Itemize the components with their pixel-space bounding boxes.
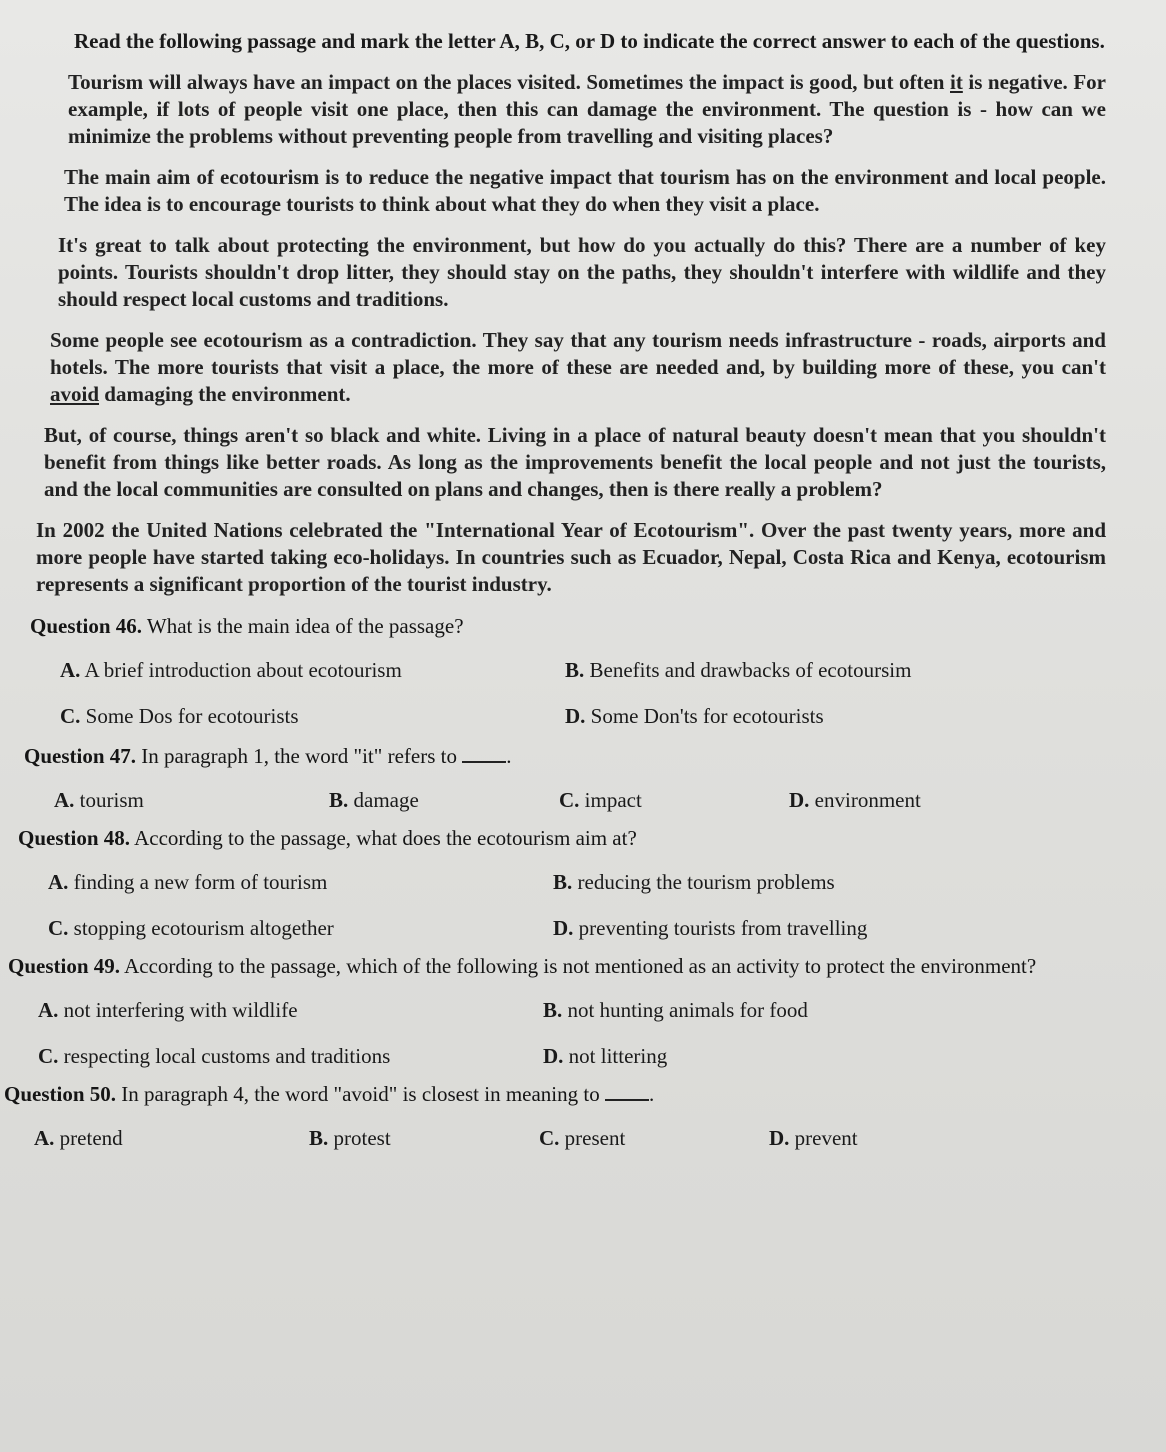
question-49-stem: Question 49. According to the passage, which of the following is not mentioned as an activity to protect the environment? bbox=[8, 954, 1037, 978]
paragraph-4: Some people see ecotourism as a contradiction. They say that any tourism needs infrastructure - roads, airports and hotels. The more tourists that visit a place, the more of these are needed and, by building more of these, you can't avoid damaging the environment. bbox=[50, 328, 1106, 406]
option-50-c[interactable]: C. present bbox=[539, 1126, 626, 1150]
question-46-stem: Question 46. What is the main idea of the passage? bbox=[30, 614, 464, 638]
option-49-d[interactable]: D. not littering bbox=[543, 1044, 668, 1068]
option-46-c[interactable]: C. Some Dos for ecotourists bbox=[60, 704, 299, 728]
question-46-options bbox=[60, 656, 1106, 730]
option-48-c[interactable]: C. stopping ecotourism altogether bbox=[48, 916, 334, 940]
option-50-b[interactable]: B. protest bbox=[309, 1126, 391, 1150]
instruction: Read the following passage and mark the letter A, B, C, or D to indicate the correct answer to each of the questions. bbox=[74, 29, 1105, 53]
question-48-stem: Question 48. According to the passage, what does the ecotourism aim at? bbox=[18, 826, 637, 850]
option-49-c[interactable]: C. respecting local customs and traditions bbox=[38, 1044, 391, 1068]
question-50-options bbox=[34, 1124, 1106, 1152]
question-50 bbox=[4, 1080, 1106, 1152]
answer-blank bbox=[605, 1081, 649, 1101]
paragraph-5: But, of course, things aren't so black and white. Living in a place of natural beauty doesn't mean that you shouldn't benefit from things like better roads. As long as the improvements benefit the local people and not just the tourists, and the local communities are consulted on plans and changes, then is there really a problem? bbox=[44, 423, 1106, 501]
option-47-c[interactable]: C. impact bbox=[559, 788, 642, 812]
option-47-a[interactable]: A. tourism bbox=[54, 788, 144, 812]
option-47-d[interactable]: D. environment bbox=[789, 788, 921, 812]
question-48-options bbox=[48, 868, 1106, 942]
option-46-d[interactable]: D. Some Don'ts for ecotourists bbox=[565, 704, 824, 728]
paragraph-1: Tourism will always have an impact on the places visited. Sometimes the impact is good, but often it is negative. For example, if lots of people visit one place, then this can damage the environment. The question is - how can we minimize the problems without preventing people from travelling and visiting places? bbox=[68, 70, 1106, 148]
underlined-avoid: avoid bbox=[50, 382, 100, 406]
paragraph-3: It's great to talk about protecting the environment, but how do you actually do this? There are a number of key points. Tourists shouldn't drop litter, they should stay on the paths, they shouldn't interfere with wildlife and they should respect local customs and traditions. bbox=[58, 233, 1106, 311]
option-46-b[interactable]: B. Benefits and drawbacks of ecotoursim bbox=[565, 658, 912, 682]
option-50-d[interactable]: D. prevent bbox=[769, 1126, 858, 1150]
paragraph-6: In 2002 the United Nations celebrated the "International Year of Ecotourism". Over the past twenty years, more and more people have started taking eco-holidays. In countries such as Ecuador, Nepal, Costa Rica and Kenya, ecotourism represents a significant proportion of the tourist industry. bbox=[36, 518, 1106, 596]
option-50-a[interactable]: A. pretend bbox=[34, 1126, 123, 1150]
option-46-a[interactable]: A. A brief introduction about ecotourism bbox=[60, 658, 402, 682]
option-48-d[interactable]: D. preventing tourists from travelling bbox=[553, 916, 868, 940]
underlined-it: it bbox=[950, 70, 963, 94]
question-49-options bbox=[38, 996, 1106, 1070]
option-48-b[interactable]: B. reducing the tourism problems bbox=[553, 870, 835, 894]
option-49-a[interactable]: A. not interfering with wildlife bbox=[38, 998, 298, 1022]
option-48-a[interactable]: A. finding a new form of tourism bbox=[48, 870, 328, 894]
question-46 bbox=[30, 612, 1106, 730]
question-50-stem: Question 50. In paragraph 4, the word "avoid" is closest in meaning to . bbox=[4, 1082, 655, 1106]
option-47-b[interactable]: B. damage bbox=[329, 788, 419, 812]
question-47-options bbox=[54, 786, 1106, 814]
question-47-stem: Question 47. In paragraph 1, the word "it" refers to . bbox=[24, 744, 512, 768]
question-47 bbox=[24, 742, 1106, 814]
paragraph-2: The main aim of ecotourism is to reduce the negative impact that tourism has on the environment and local people. The idea is to encourage tourists to think about what they do when they visit a place. bbox=[64, 165, 1106, 216]
question-49 bbox=[8, 952, 1106, 1070]
answer-blank bbox=[462, 743, 506, 763]
option-49-b[interactable]: B. not hunting animals for food bbox=[543, 998, 808, 1022]
question-48 bbox=[18, 824, 1106, 942]
